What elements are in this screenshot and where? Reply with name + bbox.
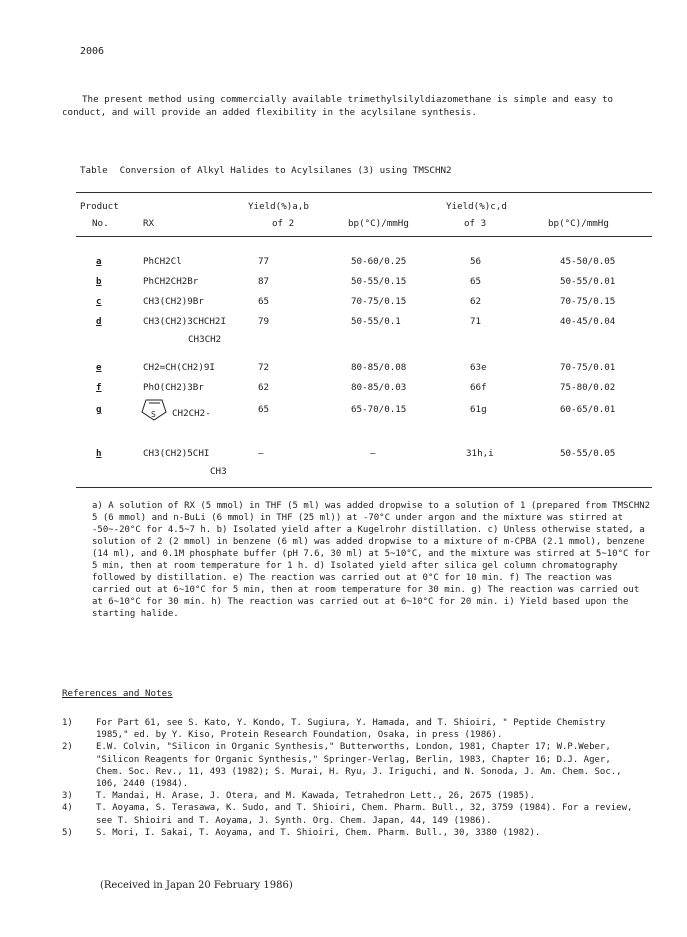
table-label: Table bbox=[80, 165, 108, 176]
row-yield3: 71 bbox=[470, 316, 482, 327]
intro-text: The present method using commercially available trimethylsilyldiazomethane is simple and easy to conduct, and will provide an added flexibility in the acylsilane synthesis. bbox=[62, 94, 614, 118]
row-bp2: 40-45/0.04 bbox=[560, 316, 616, 327]
row-yield2: — bbox=[258, 448, 264, 459]
row-rx: CH3(CH2)3CHCH2I bbox=[143, 316, 226, 327]
references-list bbox=[62, 717, 642, 839]
row-bp1: — bbox=[370, 448, 376, 459]
row-yield3: 62 bbox=[470, 296, 482, 307]
row-label: g bbox=[96, 404, 102, 415]
references-title: References and Notes bbox=[62, 688, 173, 699]
table-caption-text: Conversion of Alkyl Halides to Acylsilanes (3) using TMSCHN2 bbox=[119, 165, 452, 176]
reference-text: T. Aoyama, S. Terasawa, K. Sudo, and T. Shioiri, Chem. Pharm. Bull., 32, 3759 (1984). For a review, see T. Shioiri and T. Aoyama, J. Synth. Org. Chem. Japan, 44, 149 (1986). bbox=[96, 803, 633, 826]
row-bp2: 50-55/0.01 bbox=[560, 276, 616, 287]
row-yield2: 77 bbox=[258, 256, 270, 267]
header-of3: of 3 bbox=[464, 218, 487, 229]
row-rx: CH3(CH2)9Br bbox=[143, 296, 204, 307]
row-bp2: 60-65/0.01 bbox=[560, 404, 616, 415]
row-rx-branch: CH3CH2 bbox=[188, 334, 222, 345]
thiophene-ring-icon bbox=[140, 396, 174, 422]
row-rx: CH2CH2- bbox=[172, 408, 211, 419]
header-no: No. bbox=[92, 218, 109, 229]
row-yield3: 63e bbox=[470, 362, 487, 373]
row-rx: PhO(CH2)3Br bbox=[143, 382, 204, 393]
received-date: (Received in Japan 20 February 1986) bbox=[100, 880, 293, 891]
reference-item bbox=[62, 717, 642, 741]
row-yield3: 31h,i bbox=[466, 448, 494, 459]
row-bp2: 75-80/0.02 bbox=[560, 382, 616, 393]
header-bp1: bp(°C)/mmHg bbox=[348, 218, 409, 229]
row-rx: PhCH2Cl bbox=[143, 256, 182, 267]
header-yield3: Yield(%)c,d bbox=[446, 201, 507, 212]
reference-item bbox=[62, 802, 642, 826]
row-bp1: 80-85/0.03 bbox=[351, 382, 407, 393]
row-rx-branch: CH3 bbox=[210, 466, 227, 477]
row-label: d bbox=[96, 316, 102, 327]
table-footnotes bbox=[92, 500, 652, 620]
header-of2: of 2 bbox=[272, 218, 295, 229]
row-yield2: 87 bbox=[258, 276, 270, 287]
row-bp2: 45-50/0.05 bbox=[560, 256, 616, 267]
reference-item bbox=[62, 741, 642, 790]
row-rx: CH2=CH(CH2)9I bbox=[143, 362, 215, 373]
row-label: f bbox=[96, 382, 102, 393]
reference-number: 4) bbox=[62, 803, 73, 814]
row-yield3: 61g bbox=[470, 404, 487, 415]
reference-number: 5) bbox=[62, 827, 73, 838]
row-bp2: 50-55/0.05 bbox=[560, 448, 616, 459]
row-label: a bbox=[96, 256, 102, 267]
row-yield2: 72 bbox=[258, 362, 270, 373]
header-product: Product bbox=[80, 201, 119, 212]
reference-item bbox=[62, 790, 642, 802]
footnotes-text: a) A solution of RX (5 mmol) in THF (5 ml) was added dropwise to a solution of 1 (prepared from TMSCHN2 5 (6 mmol) and n-BuLi (6 mmol) in THF (25 ml)) at -70°C under argon and the mixture was stirred at -50~-20°C for 4.5~7 h. b) Isolated yield after a Kugelrohr distillation. c) Unless otherwise stated, a solution of 2 (2 mmol) in benzene (6 ml) was added dropwise to a mixture of m-CPBA (2.1 mmol), benzene (14 ml), and 0.1M phosphate buffer (pH 7.6, 30 ml) at 5~10°C, and the mixture was stirred at 5~10°C for 5 min, then at room temperature for 1 h. d) Isolated yield after silica gel column chromatography followed by distillation. e) The reaction was carried out at 0°C for 10 min. f) The reaction was carried out at 6~10°C for 5 min, then at room temperature for 30 min. g) The reaction was carried out at 6~10°C for 30 min. h) The reaction was carried out at 6~10°C for 20 min. i) Yield based upon the starting halide. bbox=[92, 501, 651, 619]
table-top-rule bbox=[76, 192, 652, 193]
header-rx: RX bbox=[143, 218, 155, 229]
row-bp1: 50-55/0.15 bbox=[351, 276, 407, 287]
row-label: h bbox=[96, 448, 102, 459]
row-yield3: 66f bbox=[470, 382, 487, 393]
row-yield3: 56 bbox=[470, 256, 482, 267]
row-rx: CH3(CH2)5CHI bbox=[143, 448, 210, 459]
row-yield2: 62 bbox=[258, 382, 270, 393]
reference-text: T. Mandai, H. Arase, J. Otera, and M. Kawada, Tetrahedron Lett., 26, 2675 (1985). bbox=[96, 791, 535, 802]
row-yield2: 65 bbox=[258, 296, 270, 307]
reference-number: 3) bbox=[62, 791, 73, 802]
reference-text: For Part 61, see S. Kato, Y. Kondo, T. Sugiura, Y. Hamada, and T. Shioiri, " Peptide Chemistry 1985," ed. by Y. Kiso, Protein Research Foundation, Osaka, in press (1986). bbox=[96, 718, 606, 741]
row-yield2: 79 bbox=[258, 316, 270, 327]
row-label: c bbox=[96, 296, 102, 307]
reference-number: 2) bbox=[62, 742, 73, 753]
row-bp2: 70-75/0.01 bbox=[560, 362, 616, 373]
svg-text:S: S bbox=[151, 410, 156, 419]
table-caption bbox=[80, 165, 464, 178]
reference-number: 1) bbox=[62, 718, 73, 728]
row-yield3: 65 bbox=[470, 276, 482, 287]
row-bp2: 70-75/0.15 bbox=[560, 296, 616, 307]
reference-text: S. Mori, I. Sakai, T. Aoyama, and T. Shioiri, Chem. Pharm. Bull., 30, 3380 (1982). bbox=[96, 827, 541, 838]
table-bottom-rule bbox=[76, 487, 652, 488]
header-bp2: bp(°C)/mmHg bbox=[548, 218, 609, 229]
row-bp1: 50-55/0.1 bbox=[351, 316, 401, 327]
row-bp1: 65-70/0.15 bbox=[351, 404, 407, 415]
row-bp1: 70-75/0.15 bbox=[351, 296, 407, 307]
reference-item bbox=[62, 827, 642, 839]
page-number: 2006 bbox=[80, 46, 105, 57]
reference-text: E.W. Colvin, "Silicon in Organic Synthesis," Butterworths, London, 1981, Chapter 17; W.P.Weber, "Silicon Reagents for Organic Synthesis," Springer-Verlag, Berlin, 1983, Chapter 16; D.J. Ager, Chem. Soc. Rev., 11, 493 (1982); S. Murai, H. Ryu, J. Iriguchi, and N. Sonoda, J. Am. Chem. Soc., 106, 2440 (1984). bbox=[96, 742, 622, 790]
header-yield2: Yield(%)a,b bbox=[248, 201, 309, 212]
row-label: b bbox=[96, 276, 102, 287]
row-rx: PhCH2CH2Br bbox=[143, 276, 199, 287]
row-bp1: 80-85/0.08 bbox=[351, 362, 407, 373]
header-bottom-rule bbox=[76, 236, 652, 237]
row-label: e bbox=[96, 362, 102, 373]
intro-paragraph bbox=[62, 94, 637, 119]
row-bp1: 50-60/0.25 bbox=[351, 256, 407, 267]
row-yield2: 65 bbox=[258, 404, 270, 415]
